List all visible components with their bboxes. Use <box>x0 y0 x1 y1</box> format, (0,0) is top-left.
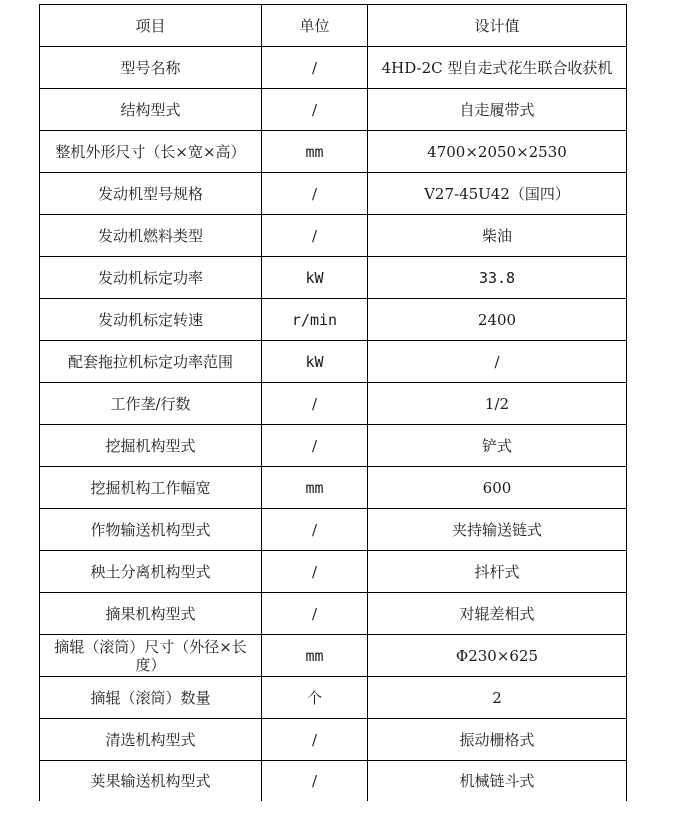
cell-unit: / <box>262 215 368 257</box>
cell-item: 发动机标定功率 <box>40 257 262 299</box>
cell-item: 摘果机构型式 <box>40 593 262 635</box>
cell-item: 荚果输送机构型式 <box>40 761 262 802</box>
table-row <box>40 47 627 89</box>
table-row <box>40 635 627 677</box>
table-row <box>40 383 627 425</box>
cell-unit: kW <box>262 257 368 299</box>
cell-item: 整机外形尺寸（长×宽×高） <box>40 131 262 173</box>
cell-unit: / <box>262 383 368 425</box>
table-row <box>40 551 627 593</box>
table-row <box>40 257 627 299</box>
cell-unit: / <box>262 425 368 467</box>
table-row <box>40 677 627 719</box>
cell-unit: mm <box>262 131 368 173</box>
cell-value: Φ230×625 <box>368 635 627 677</box>
spec-table <box>39 4 627 801</box>
column-header-unit: 单位 <box>262 5 368 47</box>
cell-item: 工作垄/行数 <box>40 383 262 425</box>
cell-unit: mm <box>262 467 368 509</box>
spec-sheet <box>39 4 626 801</box>
cell-item: 摘辊（滚筒）尺寸（外径×长度） <box>40 635 262 677</box>
table-row <box>40 341 627 383</box>
table-row <box>40 467 627 509</box>
cell-value: 4700×2050×2530 <box>368 131 627 173</box>
table-row <box>40 215 627 257</box>
cell-unit: / <box>262 89 368 131</box>
table-header-row <box>40 5 627 47</box>
cell-item: 清选机构型式 <box>40 719 262 761</box>
table-row <box>40 719 627 761</box>
cell-unit: / <box>262 761 368 802</box>
cell-value: 抖杆式 <box>368 551 627 593</box>
cell-value: 2 <box>368 677 627 719</box>
cell-value: 铲式 <box>368 425 627 467</box>
cell-value: 机械链斗式 <box>368 761 627 802</box>
cell-value: V27-45U42（国四） <box>368 173 627 215</box>
table-row <box>40 173 627 215</box>
cell-item: 发动机燃料类型 <box>40 215 262 257</box>
cell-item: 作物输送机构型式 <box>40 509 262 551</box>
column-header-item: 项目 <box>40 5 262 47</box>
cell-unit: / <box>262 551 368 593</box>
table-row <box>40 299 627 341</box>
cell-value: 2400 <box>368 299 627 341</box>
cell-value: 600 <box>368 467 627 509</box>
cell-unit: / <box>262 173 368 215</box>
cell-value: 4HD-2C 型自走式花生联合收获机 <box>368 47 627 89</box>
cell-value: 柴油 <box>368 215 627 257</box>
cell-value: 1/2 <box>368 383 627 425</box>
cell-item: 发动机标定转速 <box>40 299 262 341</box>
column-header-value: 设计值 <box>368 5 627 47</box>
cell-unit: / <box>262 593 368 635</box>
cell-value: 自走履带式 <box>368 89 627 131</box>
table-row <box>40 131 627 173</box>
cell-item: 配套拖拉机标定功率范围 <box>40 341 262 383</box>
table-row <box>40 761 627 802</box>
cell-unit: mm <box>262 635 368 677</box>
cell-item: 摘辊（滚筒）数量 <box>40 677 262 719</box>
cell-value: / <box>368 341 627 383</box>
cell-unit: kW <box>262 341 368 383</box>
cell-unit: / <box>262 719 368 761</box>
cell-unit: / <box>262 47 368 89</box>
table-row <box>40 509 627 551</box>
table-row <box>40 593 627 635</box>
cell-unit: r/min <box>262 299 368 341</box>
cell-unit: / <box>262 509 368 551</box>
cell-item: 结构型式 <box>40 89 262 131</box>
cell-value: 对辊差相式 <box>368 593 627 635</box>
cell-item: 秧土分离机构型式 <box>40 551 262 593</box>
cell-value: 振动栅格式 <box>368 719 627 761</box>
cell-value: 夹持输送链式 <box>368 509 627 551</box>
cell-item: 挖掘机构工作幅宽 <box>40 467 262 509</box>
cell-item: 型号名称 <box>40 47 262 89</box>
cell-unit: 个 <box>262 677 368 719</box>
cell-value: 33.8 <box>368 257 627 299</box>
table-row <box>40 425 627 467</box>
cell-item: 发动机型号规格 <box>40 173 262 215</box>
cell-item: 挖掘机构型式 <box>40 425 262 467</box>
table-row <box>40 89 627 131</box>
